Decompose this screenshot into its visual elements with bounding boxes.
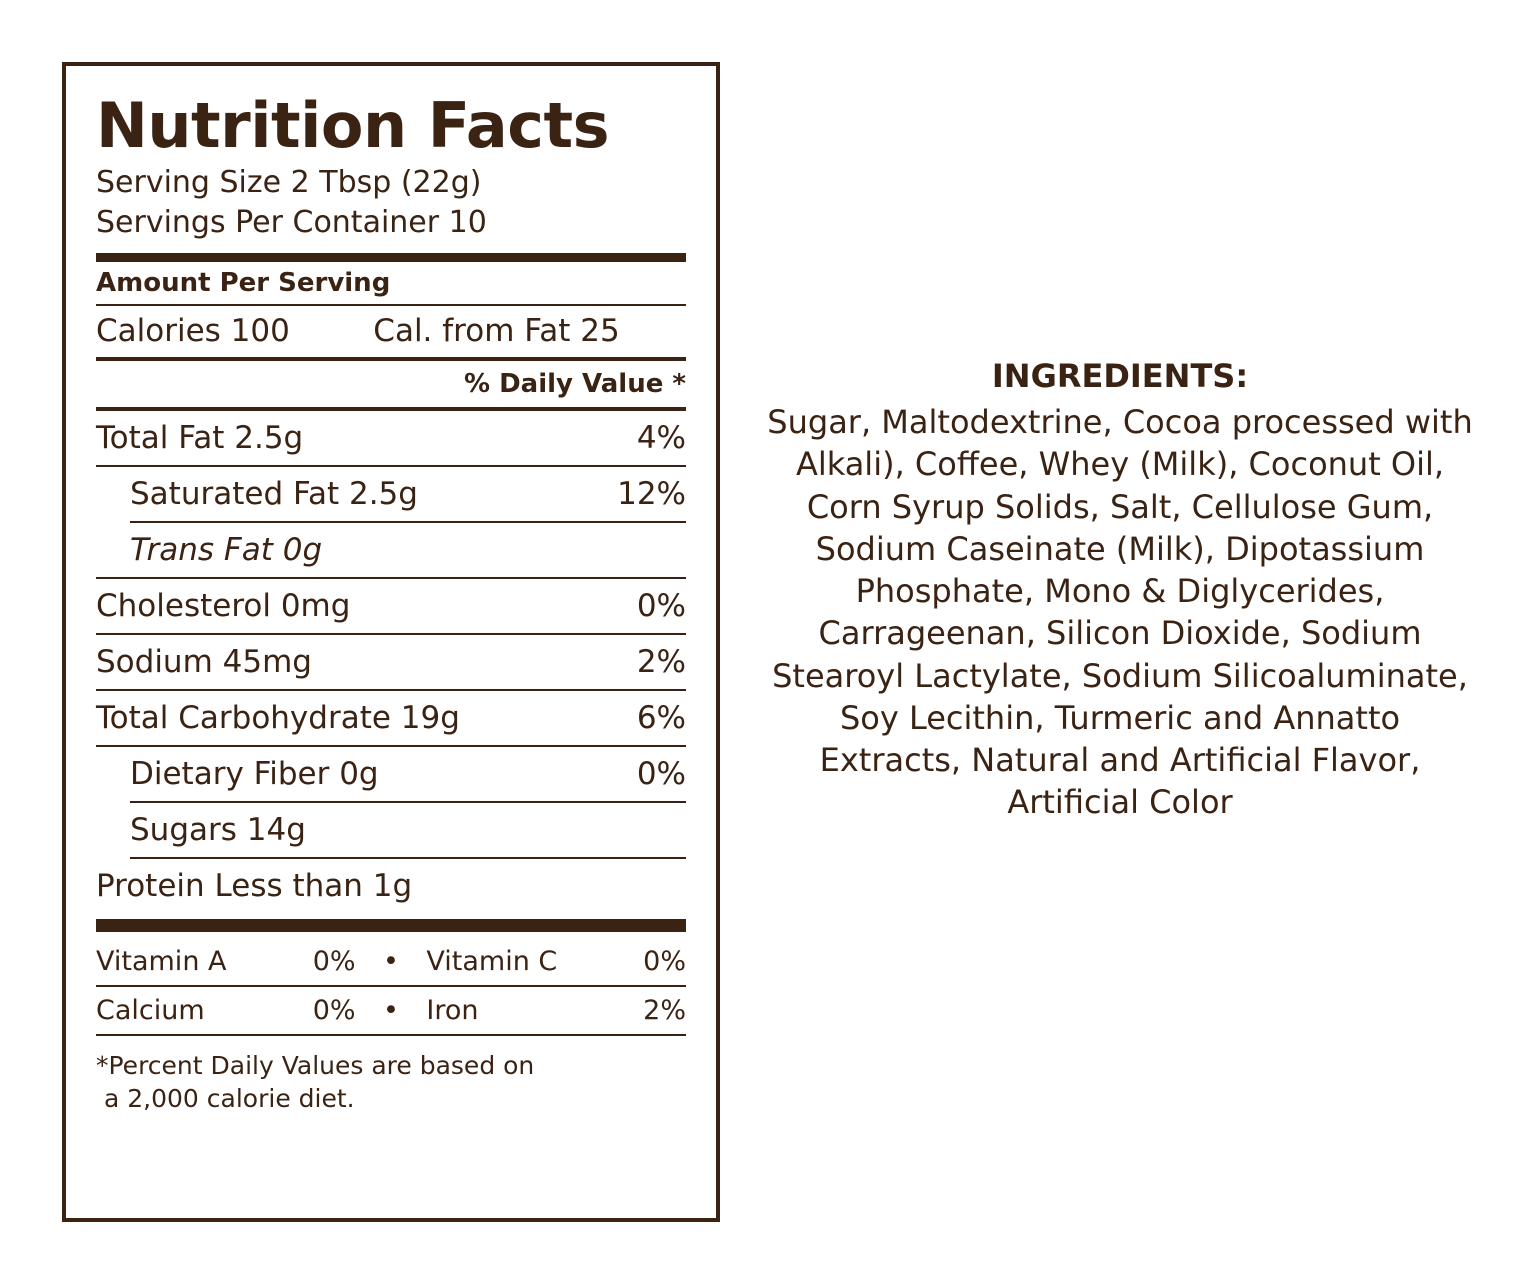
nutrient-dietary-fiber <box>130 747 686 801</box>
footnote-line-2: a 2,000 calorie diet. <box>104 1083 355 1113</box>
nutrient-saturated-fat <box>130 467 686 521</box>
calories-from-fat-value: Cal. from Fat 25 <box>373 313 620 350</box>
nutrient-sodium <box>96 635 686 689</box>
nutrient-label: Saturated Fat 2.5g <box>130 476 418 513</box>
vitamin-percent: 2% <box>643 995 686 1027</box>
bullet-separator: • <box>383 946 399 978</box>
daily-value-header: % Daily Value * <box>463 369 686 400</box>
nutrient-label: Protein Less than 1g <box>96 868 413 905</box>
amount-per-serving-label: Amount Per Serving <box>96 268 391 299</box>
nutrient-label: Cholesterol 0mg <box>96 588 351 625</box>
iron-cell <box>426 995 686 1026</box>
nutrient-label: Dietary Fiber 0g <box>130 756 379 793</box>
nutrient-label: Total Fat 2.5g <box>96 420 304 457</box>
vitamin-c-cell <box>426 946 686 977</box>
vitamin-name: Vitamin C <box>426 946 558 978</box>
nutrition-facts-panel <box>62 62 720 1222</box>
ingredients-text: Sugar, Maltodextrine, Cocoa processed with Alkali), Coffee, Whey (Milk), Coconut Oil, Corn Syrup Solids, Salt, Cellulose Gum, Sodium Caseinate (Milk), Dipotassium Phosphate, Mono & Diglycerides, Carrageenan, Silicon Dioxide, Sodium Stearoyl Lactylate, Sodium Silicoaluminate, Soy Lecithin, Turmeric and Annatto Extracts, Natural and Artificial Flavor, Artificial Color <box>767 403 1473 822</box>
nutrient-percent: 2% <box>636 644 686 681</box>
servings-per-container-text: Servings Per Container 10 <box>96 205 487 241</box>
vitamin-percent: 0% <box>312 995 356 1027</box>
nutrient-label: Total Carbohydrate 19g <box>96 700 460 737</box>
vitamin-name: Vitamin A <box>96 946 227 978</box>
nutrient-percent: 12% <box>617 476 686 513</box>
nutrient-total-fat <box>96 411 686 465</box>
divider-thick-bottom <box>96 919 686 932</box>
calcium-cell <box>96 995 356 1026</box>
nutrient-label: Sugars 14g <box>130 812 306 849</box>
vitamin-name: Iron <box>426 995 479 1027</box>
nutrient-cholesterol <box>96 579 686 633</box>
nutrient-protein <box>96 859 686 913</box>
nutrient-total-carbohydrate <box>96 691 686 745</box>
ingredients-section <box>765 355 1475 824</box>
footnote-line-1: *Percent Daily Values are based on <box>96 1051 535 1081</box>
bullet-separator: • <box>383 995 399 1027</box>
nutrient-label: Sodium 45mg <box>96 644 312 681</box>
nutrient-trans-fat <box>130 523 686 577</box>
vitamin-percent: 0% <box>312 946 356 978</box>
page-title: Nutrition Facts <box>96 89 610 162</box>
vitamin-name: Calcium <box>96 995 205 1027</box>
calories-value: Calories 100 <box>96 313 290 350</box>
vitamin-row <box>96 987 686 1034</box>
nutrient-label: Trans Fat 0g <box>130 532 323 569</box>
ingredients-heading: INGREDIENTS: <box>991 357 1249 395</box>
vitamin-row <box>96 938 686 985</box>
vitamin-percent: 0% <box>643 946 686 978</box>
calories-row <box>96 306 686 357</box>
footnote <box>96 1036 686 1115</box>
nutrient-sugars <box>130 803 686 857</box>
nutrient-percent: 0% <box>636 756 686 793</box>
nutrient-percent: 6% <box>636 700 686 737</box>
vitamin-a-cell <box>96 946 356 977</box>
vitamins-block <box>96 932 686 1036</box>
nutrient-percent: 0% <box>636 588 686 625</box>
divider-thick-top <box>96 253 686 262</box>
serving-size-text: Serving Size 2 Tbsp (22g) <box>96 165 482 201</box>
nutrient-percent: 4% <box>636 420 686 457</box>
